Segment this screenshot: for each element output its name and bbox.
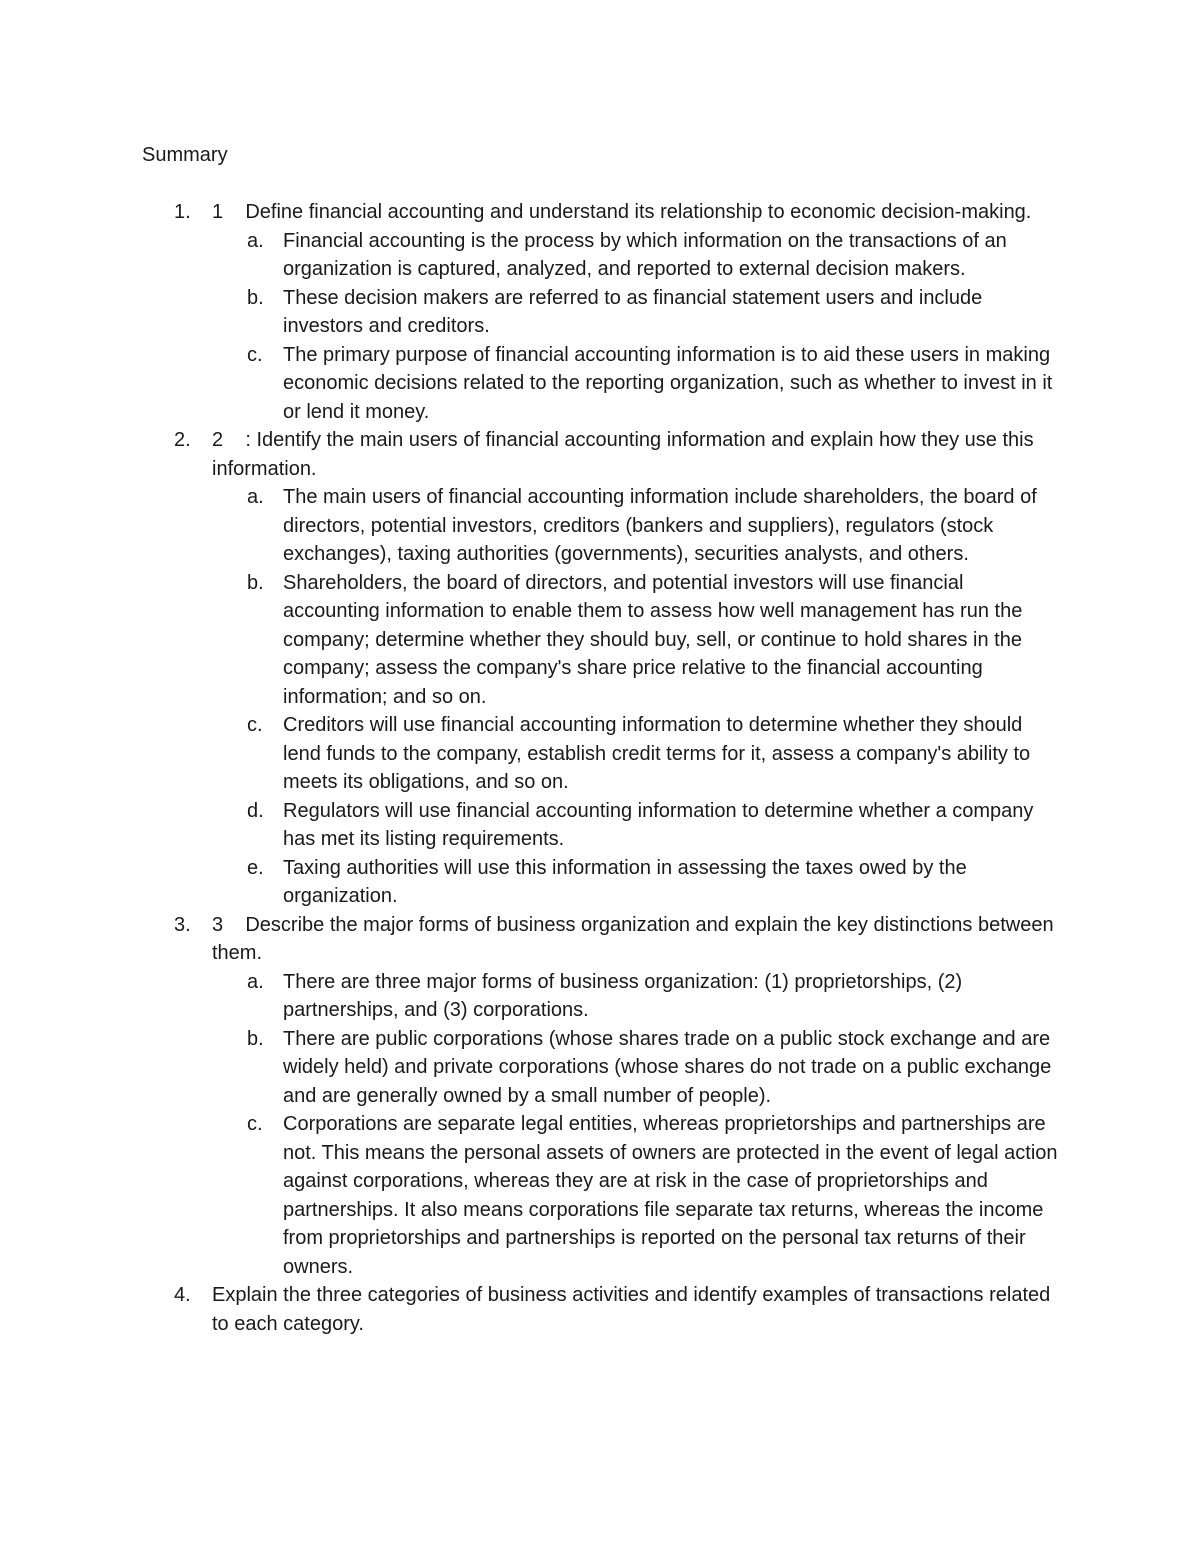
sublist-item-text: Shareholders, the board of directors, and potential investors will use financial accounting information to enable them to assess how well management has run the company; determine whether they should buy, sell, or continue to hold shares in the company; assess the company's share price relative to the financial accounting information; and so on.	[283, 571, 1023, 708]
list-marker: 3.	[174, 913, 191, 936]
sublist	[212, 968, 1062, 1282]
list-item-text: 2 : Identify the main users of financial accounting information and explain how they use this information.	[212, 429, 1040, 480]
sublist	[212, 227, 1062, 427]
sublist-item	[0, 227, 1063, 284]
sublist-marker: a.	[247, 229, 264, 252]
sublist-item-text: The primary purpose of financial accounting information is to aid these users in making economic decisions related to the reporting organization, such as whether to invest in it or lend it money.	[283, 343, 1053, 423]
page-title: Summary	[142, 144, 228, 166]
sublist-item	[0, 1110, 1063, 1281]
sublist-item	[0, 854, 1063, 911]
list-item-2	[0, 426, 1062, 911]
sublist-item-text: These decision makers are referred to as financial statement users and include investors and creditors.	[283, 286, 983, 337]
sublist-marker: c.	[247, 714, 263, 736]
sublist-item-text: Taxing authorities will use this information in assessing the taxes owed by the organization.	[283, 856, 967, 907]
list-marker: 1.	[174, 201, 191, 223]
list-item-3	[0, 911, 1062, 1282]
list-item-text: Explain the three categories of business activities and identify examples of transactions related to each category.	[212, 1284, 1051, 1335]
summary-list	[0, 198, 1200, 1338]
sublist-marker: b.	[247, 1027, 264, 1050]
sublist-item	[0, 569, 1063, 712]
sublist-item	[0, 968, 1063, 1025]
sublist-marker: d.	[247, 799, 264, 822]
sublist-marker: e.	[247, 856, 264, 879]
list-item-text: 3 Describe the major forms of business organization and explain the key distinctions between them.	[212, 913, 1060, 964]
sublist-marker: b.	[247, 286, 264, 309]
sublist-marker: c.	[247, 343, 263, 366]
sublist-item	[0, 797, 1063, 854]
sublist	[212, 483, 1062, 911]
sublist-marker: c.	[247, 1113, 263, 1135]
sublist-marker: b.	[247, 571, 264, 594]
sublist-marker: a.	[247, 970, 264, 993]
sublist-item-text: Regulators will use financial accounting information to determine whether a company has met its listing requirements.	[283, 799, 1034, 850]
sublist-item	[0, 284, 1063, 341]
sublist-item-text: There are three major forms of business organization: (1) proprietorships, (2) partnerships, and (3) corporations.	[283, 970, 963, 1021]
sublist-item	[0, 341, 1063, 427]
sublist-item-text: Financial accounting is the process by which information on the transactions of an organization is captured, analyzed, and reported to external decision makers.	[283, 229, 1007, 280]
list-marker: 4.	[174, 1284, 191, 1306]
sublist-item-text: Corporations are separate legal entities, whereas proprietorships and partnerships are not. This means the personal assets of owners are protected in the event of legal action against corporations, whereas they are at risk in the case of proprietorships and partnerships. It also means corporations file separate tax returns, whereas the income from proprietorships and partnerships is reported on the personal tax returns of their owners.	[283, 1113, 1058, 1278]
list-item-1	[0, 198, 1062, 426]
sublist-item	[0, 711, 1063, 797]
list-marker: 2.	[174, 429, 191, 451]
sublist-item	[0, 483, 1063, 569]
sublist-item-text: There are public corporations (whose shares trade on a public stock exchange and are widely held) and private corporations (whose shares do not trade on a public exchange and are generally owned by a small number of people).	[283, 1027, 1052, 1107]
list-item-text: 1 Define financial accounting and understand its relationship to economic decision-making.	[212, 201, 1032, 223]
sublist-marker: a.	[247, 486, 264, 508]
sublist-item-text: Creditors will use financial accounting information to determine whether they should lend funds to the company, establish credit terms for it, assess a company's ability to meets its obligations, and so on.	[283, 714, 1031, 793]
list-item-4	[0, 1281, 1062, 1338]
sublist-item-text: The main users of financial accounting information include shareholders, the board of directors, potential investors, creditors (bankers and suppliers), regulators (stock exchanges), taxing authorities (governments), securities analysts, and others.	[283, 486, 1037, 565]
sublist-item	[0, 1025, 1063, 1111]
